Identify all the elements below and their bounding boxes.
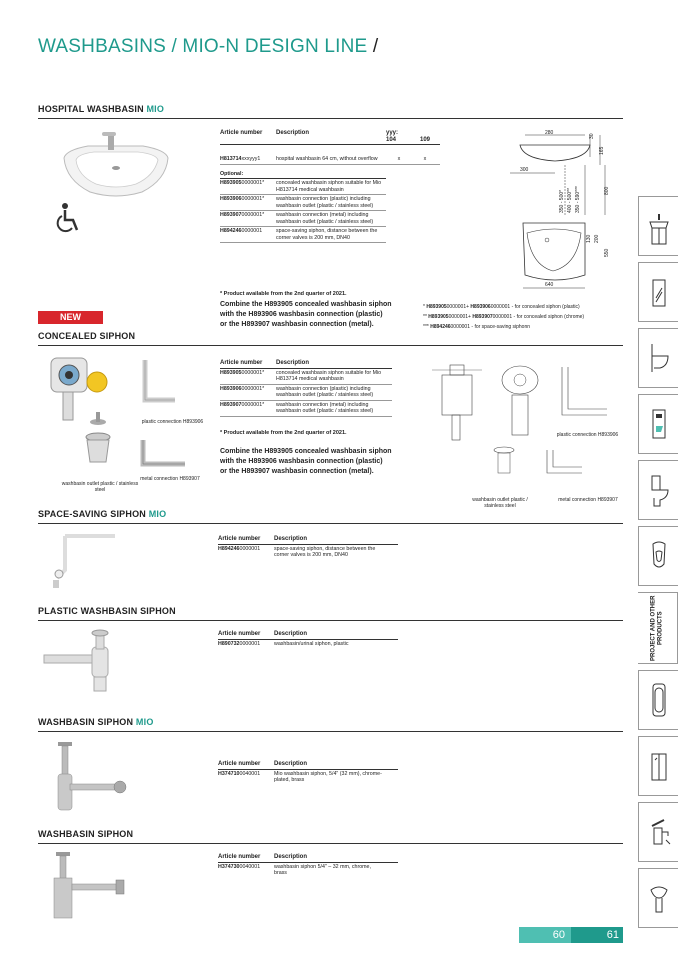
- dim-label: 800: [604, 186, 610, 195]
- article-number-rest: 0000001*: [241, 385, 265, 392]
- section-rule: [38, 118, 623, 119]
- section-title-text: SPACE-SAVING SIPHON: [38, 509, 146, 519]
- page-number-right: 61: [571, 927, 623, 943]
- mio-siphon-image: [48, 738, 133, 818]
- hospital-article-table: [220, 130, 440, 243]
- header-description: Description: [274, 536, 308, 542]
- table-row: [218, 640, 398, 649]
- article-number-rest: 0040001: [239, 770, 261, 777]
- article-number-rest: xxxyyy1: [241, 156, 261, 162]
- footnote: * H8939050000001+ H8939060000001 - for concealed siphon (plastic): [423, 304, 580, 310]
- dim-label: 130: [586, 234, 592, 243]
- page-title: [38, 36, 378, 58]
- combine-line: or the H893907 washbasin connection (metal).: [220, 321, 374, 328]
- hospital-washbasin-image: [58, 130, 173, 200]
- section-title-plastic: PLASTIC WASHBASIN SIPHON: [38, 606, 176, 616]
- header-description: Description: [276, 360, 310, 366]
- tab-washbasin-cabinet[interactable]: [638, 196, 678, 256]
- table-row: [218, 545, 398, 560]
- variant-104-mark: x: [397, 156, 401, 162]
- dim-label: 200: [594, 234, 600, 243]
- article-description: washbasin siphon 5/4" – 32 mm, chrome, brass: [274, 863, 371, 876]
- article-number: [220, 212, 276, 225]
- combine-line: or the H893907 washbasin connection (metal).: [220, 468, 374, 475]
- header-yyy-label: yyy:: [386, 130, 399, 136]
- table-row: [218, 770, 398, 785]
- table-row: [218, 863, 398, 878]
- article-number: [220, 180, 276, 193]
- space-saving-siphon-image: [45, 530, 125, 590]
- pedestal-washbasin-icon: [646, 878, 672, 918]
- article-number: [220, 228, 276, 241]
- article-description: space-saving siphon, distance between the corner valves is 200 mm, DN40: [274, 545, 376, 558]
- product-availability-note: * Product available from the 2nd quarter of 2021.: [220, 430, 347, 436]
- dim-label: 30: [589, 133, 595, 139]
- tab-wall-toilets[interactable]: [638, 328, 678, 388]
- spacer: [220, 145, 440, 155]
- new-badge: NEW: [38, 311, 103, 324]
- article-number-bold: H894246: [220, 228, 242, 234]
- article-number-bold: H894246: [218, 545, 240, 552]
- article-description: washbasin connection (metal) including washbasin outlet (plastic / stainless steel): [276, 401, 374, 414]
- article-number-rest: 0000001: [241, 228, 263, 234]
- tab-urinals[interactable]: [638, 526, 678, 586]
- article-number: [218, 864, 274, 877]
- article-description: washbasin/urinal siphon, plastic: [274, 640, 349, 647]
- table-row: [220, 195, 386, 211]
- table-row: [220, 369, 392, 385]
- header-description: Description: [274, 761, 308, 767]
- section-title-text: WASHBASIN SIPHON: [38, 717, 134, 727]
- article-number: [218, 771, 274, 784]
- article-number-bold: H374710: [218, 770, 240, 777]
- concealed-article-table: [220, 360, 392, 417]
- article-number-bold: H893905: [220, 180, 242, 186]
- article-number-rest: 0000001*: [241, 212, 265, 218]
- table-header: [220, 360, 392, 369]
- bathtub-icon: [646, 680, 672, 720]
- tab-faucets[interactable]: [638, 802, 678, 862]
- header-article: Article number: [218, 761, 261, 767]
- article-number: [220, 402, 276, 415]
- table-row: [220, 385, 392, 401]
- article-number: [218, 546, 274, 559]
- article-number-bold: H813714: [220, 156, 242, 162]
- article-number-rest: 0000001*: [241, 369, 265, 376]
- plastic-siphon-image: [40, 625, 130, 695]
- dim-label: 350 - 500*: [559, 189, 565, 213]
- caption-drawing-plastic: plastic connection H893906: [556, 432, 619, 438]
- article-number-rest: 0000001*: [241, 401, 265, 408]
- caption-metal-connection: metal connection H893907: [140, 476, 200, 482]
- section-title-concealed: CONCEALED SIPHON: [38, 331, 136, 341]
- page-numbers: [519, 927, 623, 943]
- caption-washbasin-outlet: washbasin outlet plastic / stainless steel: [61, 481, 139, 493]
- wheelchair-icon: [55, 202, 83, 236]
- footnotes: [423, 302, 584, 332]
- optional-label: Optional:: [220, 171, 386, 180]
- floor-toilet-icon: [646, 470, 672, 510]
- caption-drawing-outlet: washbasin outlet plastic / stainless steel: [472, 497, 528, 509]
- article-number-bold: H374730: [218, 863, 240, 870]
- article-number: [220, 196, 276, 209]
- washbasin-cabinet-icon: [646, 206, 672, 246]
- article-number-bold: H893906: [220, 196, 242, 202]
- dim-label: 550: [604, 248, 610, 257]
- header-article: Article number: [218, 536, 261, 542]
- header-description: Description: [274, 854, 308, 860]
- article-description: Mio washbasin siphon, 5/4" (32 mm), chrome-plated, brass: [274, 770, 382, 783]
- article-number-bold: H893906: [220, 385, 242, 392]
- page-title-slash: /: [372, 36, 379, 57]
- article-number-bold: H893905: [220, 369, 242, 376]
- faucet-icon: [646, 812, 672, 852]
- section-title-siphon-mio: [38, 717, 154, 727]
- table-row: [220, 227, 386, 243]
- table-header: [218, 761, 398, 770]
- section-title-space-saving: [38, 509, 166, 519]
- dim-label: 640: [545, 282, 554, 288]
- footnote: ** H8939050000001+ H8939070000001 - for concealed siphon (chrome): [423, 314, 585, 320]
- plastic-article-table: [218, 631, 398, 648]
- section-rule: [38, 731, 623, 732]
- table-row: [220, 211, 386, 227]
- tab-installation-systems[interactable]: [638, 394, 678, 454]
- combine-line: Combine the H893905 concealed washbasin siphon: [220, 448, 392, 455]
- section-title-washbasin-siphon: WASHBASIN SIPHON: [38, 829, 134, 839]
- section-title-accent: MIO: [146, 104, 165, 114]
- article-description: hospital washbasin 64 cm, without overflow: [276, 156, 378, 162]
- hospital-washbasin-drawing: [505, 125, 623, 295]
- article-number-rest: 0040001: [239, 863, 261, 870]
- product-availability-note: * Product available from the 2nd quarter of 2021.: [220, 291, 347, 297]
- variant-109-mark: x: [423, 156, 427, 162]
- table-header: [218, 536, 398, 545]
- washbasin-siphon-image: [48, 850, 133, 922]
- article-description: washbasin connection (plastic) including washbasin outlet (plastic / stainless steel): [276, 385, 374, 398]
- header-col-109-wrap: [412, 130, 438, 143]
- article-number: [218, 641, 274, 648]
- combine-line: Combine the H893905 concealed washbasin siphon: [220, 301, 392, 308]
- tab-pedestal-washbasins[interactable]: [638, 868, 678, 928]
- dim-label: 280: [545, 130, 554, 136]
- urinal-icon: [646, 536, 672, 576]
- article-description: space-saving siphon, distance between the corner valves is 200 mm, DN40: [276, 228, 378, 241]
- caption-drawing-metal: metal connection H893907: [558, 497, 618, 503]
- tab-bathtubs[interactable]: [638, 670, 678, 730]
- concealed-siphon-drawing: [432, 355, 624, 495]
- tab-project-products[interactable]: PROJECT AND OTHER PRODUCTS: [638, 592, 678, 664]
- page-title-text: WASHBASINS / MIO-N DESIGN LINE: [38, 36, 368, 57]
- installation-frame-icon: [646, 404, 672, 444]
- section-rule: [38, 345, 623, 346]
- footnote: *** H8942460000001 - for space-saving siphonn: [423, 324, 531, 330]
- article-number-bold: H893907: [220, 212, 242, 218]
- article-number-bold: H893907: [220, 401, 242, 408]
- page-number-left: 60: [519, 927, 571, 943]
- article-number: [220, 370, 276, 383]
- article-description: washbasin connection (plastic) including washbasin outlet (plastic / stainless steel): [276, 196, 374, 209]
- dim-label: 400 - 500**: [567, 187, 573, 213]
- washbasin-siphon-article-table: [218, 854, 398, 878]
- mio-siphon-article-table: [218, 761, 398, 785]
- caption-plastic-connection: plastic connection H893906: [141, 419, 204, 425]
- combine-line: with the H893906 washbasin connection (plastic): [220, 311, 383, 318]
- section-title-hospital: [38, 104, 164, 114]
- section-rule: [38, 620, 623, 621]
- table-header: [218, 854, 398, 863]
- shower-enclosure-icon: [646, 746, 672, 786]
- article-number-rest: 0000001*: [241, 196, 265, 202]
- table-row: [220, 155, 440, 165]
- combine-note-hospital: [220, 300, 392, 330]
- optional-rows: [220, 179, 440, 243]
- tab-mirrors[interactable]: [638, 262, 678, 322]
- article-number-bold: H890732: [218, 640, 240, 647]
- header-article: Article number: [220, 360, 263, 366]
- article-description: washbasin connection (metal) including washbasin outlet (plastic / stainless steel): [276, 212, 374, 225]
- section-title-accent: MIO: [148, 509, 167, 519]
- header-yyy: [386, 130, 412, 143]
- combine-line: with the H893906 washbasin connection (plastic): [220, 458, 383, 465]
- section-rule: [38, 843, 623, 844]
- article-number: [220, 156, 276, 163]
- article-number-rest: 0000001: [239, 640, 261, 647]
- section-rule: [38, 523, 623, 524]
- section-title-accent: MIO: [135, 717, 154, 727]
- article-number-rest: 0000001*: [241, 180, 265, 186]
- header-description: Description: [276, 130, 310, 136]
- table-row: [220, 179, 386, 195]
- header-article: Article number: [220, 130, 263, 136]
- article-description: concealed washbasin siphon suitable for Mio H813714 medical washbasin: [276, 369, 382, 382]
- table-header: [218, 631, 398, 640]
- dim-label: 300: [520, 167, 529, 173]
- mirror-icon: [646, 272, 672, 312]
- space-saving-article-table: [218, 536, 398, 560]
- header-col-104: 104: [386, 136, 397, 143]
- dim-label: 350 - 590***: [575, 186, 581, 213]
- tab-shower-enclosures[interactable]: [638, 736, 678, 796]
- table-header: [220, 130, 440, 145]
- table-row: [220, 401, 392, 417]
- article-number: [220, 386, 276, 399]
- combine-note-concealed: [220, 447, 392, 477]
- section-title-text: HOSPITAL WASHBASIN: [38, 104, 144, 114]
- article-description: concealed washbasin siphon suitable for Mio H813714 medical washbasin: [276, 180, 382, 193]
- header-col-109: 109: [419, 136, 430, 143]
- header-description: Description: [274, 631, 308, 637]
- wall-toilet-icon: [646, 338, 672, 378]
- header-article: Article number: [218, 854, 261, 860]
- tab-floor-toilets[interactable]: [638, 460, 678, 520]
- dim-label: 165: [599, 146, 605, 155]
- article-number-rest: 0000001: [239, 545, 261, 552]
- header-article: Article number: [218, 631, 261, 637]
